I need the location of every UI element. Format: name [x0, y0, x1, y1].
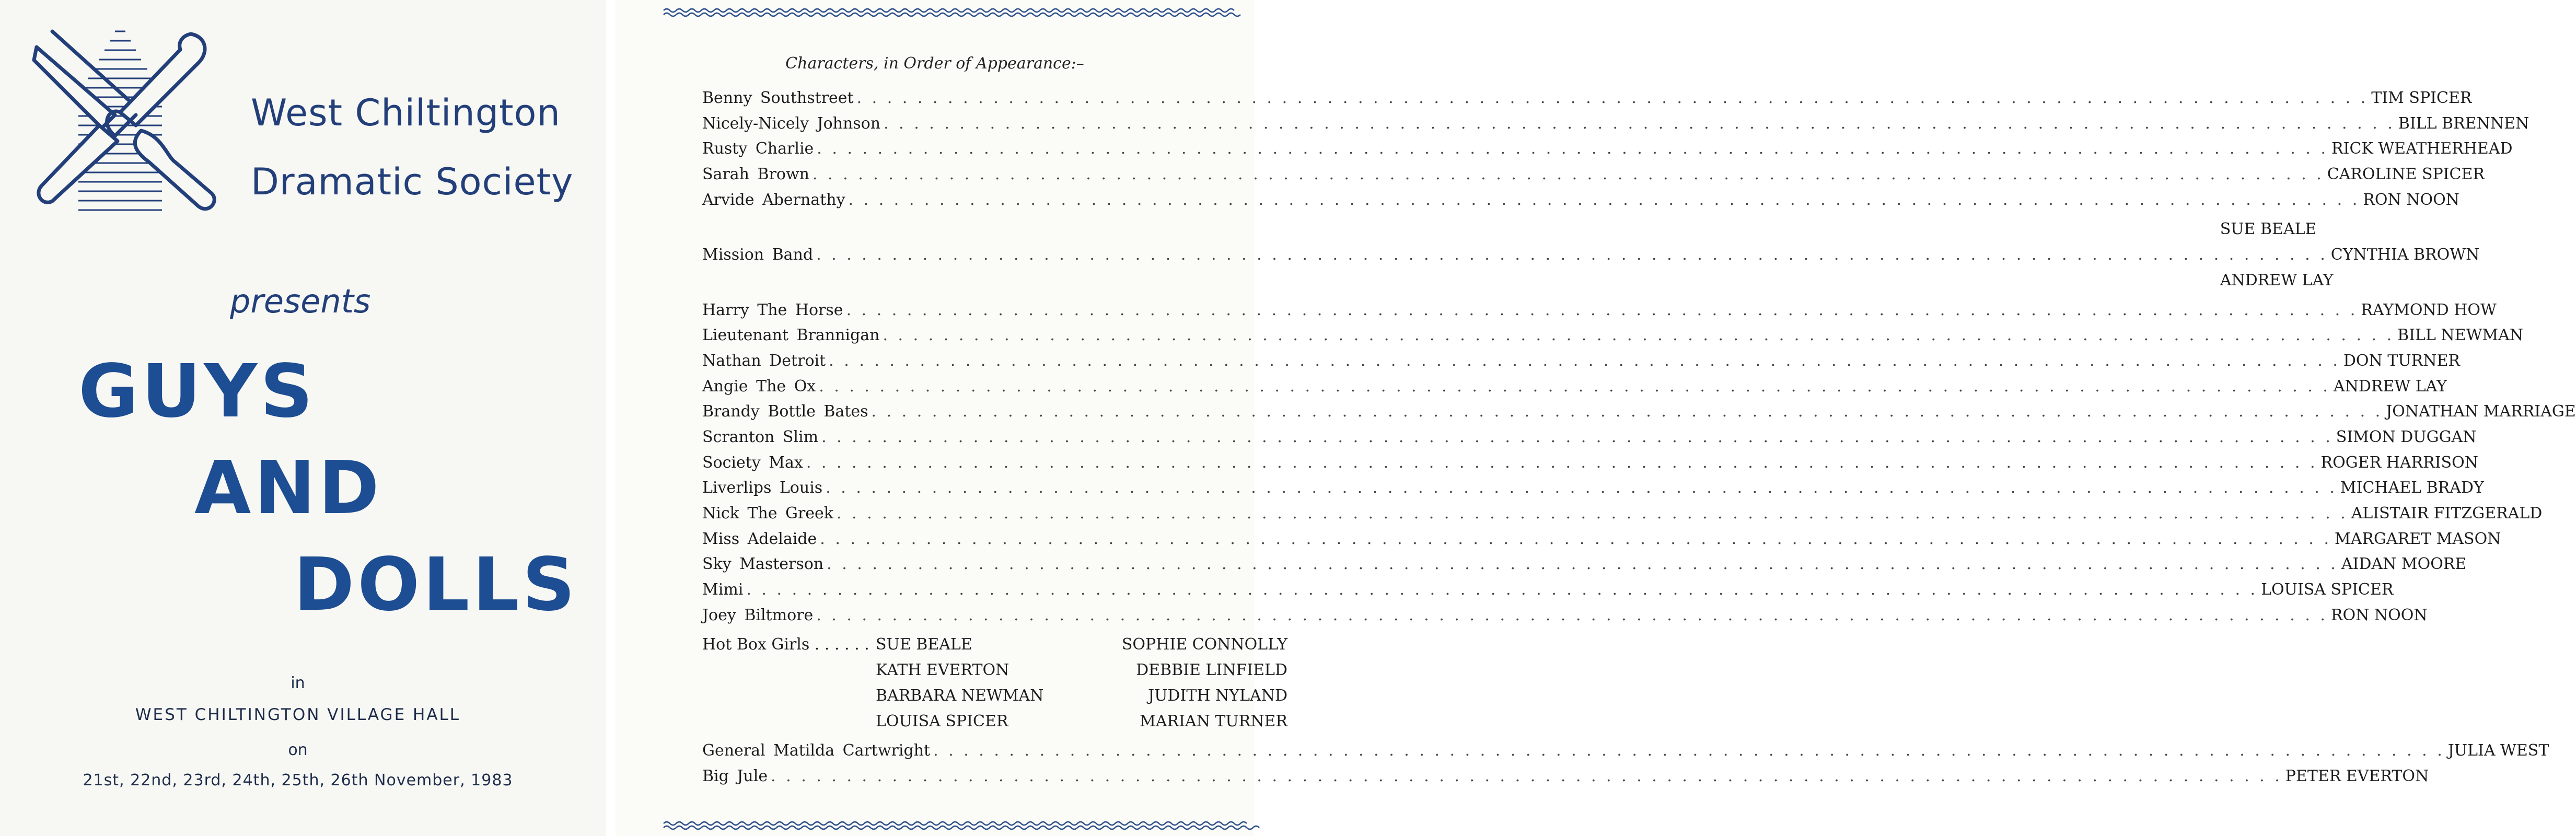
- cast-row: [702, 580, 2394, 606]
- actor-name: ROGER HARRISON: [2320, 453, 2478, 472]
- hot-box-row: [702, 712, 1287, 738]
- role-name: Nick The Greek: [702, 504, 833, 522]
- actor-name: JUDITH NYLAND: [1148, 686, 1287, 705]
- society-logo: [31, 21, 225, 219]
- leader-dots: [857, 89, 2369, 107]
- role-name: Harry The Horse: [702, 300, 843, 319]
- cast-row: [702, 504, 2543, 530]
- hot-box-row: [702, 687, 1287, 712]
- cast-row: [702, 555, 2467, 580]
- role-name: Brandy Bottle Bates: [702, 402, 868, 421]
- cast-row: [702, 165, 2485, 191]
- actor-name: ALISTAIR FITZGERALD: [2351, 504, 2543, 522]
- actor-name: AIDAN MOORE: [2341, 555, 2467, 574]
- role-name: Scranton Slim: [702, 427, 819, 446]
- leader-dots: [872, 402, 2383, 421]
- actor-name: DON TURNER: [2343, 351, 2460, 370]
- cast-row: [702, 606, 2428, 632]
- role-name: Mimi: [702, 580, 744, 599]
- society-name: [251, 78, 573, 216]
- actor-name: SIMON DUGGAN: [2336, 427, 2477, 446]
- actor-name: JULIA WEST: [2447, 741, 2549, 760]
- role-name: Rusty Charlie: [702, 140, 814, 158]
- role-name: Benny Southstreet: [702, 89, 854, 107]
- cast-row: [702, 402, 2576, 428]
- actor-name: PETER EVERTON: [2285, 767, 2429, 785]
- leader-dots: [829, 352, 2340, 370]
- venue-in: in: [291, 674, 305, 692]
- actor-name: LOUISA SPICER: [876, 712, 1008, 730]
- mission-band-row: [702, 220, 2317, 246]
- role-name: Mission Band: [702, 246, 814, 264]
- actor-name: KATH EVERTON: [876, 661, 1009, 680]
- cast-row: [702, 741, 2549, 767]
- cast-row: [702, 114, 2529, 140]
- bottom-wave-border: [664, 819, 1238, 832]
- leader-dots: [821, 428, 2333, 446]
- role-name: Hot Box Girls . . . . . .: [702, 635, 869, 654]
- venue-name: WEST CHILTINGTON VILLAGE HALL: [135, 705, 461, 724]
- actor-name: RON NOON: [2330, 606, 2428, 624]
- spacer: [702, 216, 1287, 220]
- mission-band-row: [702, 271, 2334, 297]
- society-name-line1: West Chiltington: [251, 91, 561, 134]
- logo-stripes: [78, 31, 162, 210]
- leader-dots: [746, 580, 2258, 599]
- performance-dates: 21st, 22nd, 23rd, 24th, 25th, 26th November, 1983: [83, 771, 513, 789]
- spacer: [702, 297, 1287, 301]
- leader-dots: [849, 191, 2360, 209]
- cast-row: [702, 300, 2497, 327]
- actor-name: RAYMOND HOW: [2361, 300, 2497, 319]
- cast-row: [702, 190, 2459, 216]
- presents-text: presents: [230, 282, 371, 320]
- leader-dots: [827, 555, 2338, 573]
- role-name: Sky Masterson: [702, 555, 824, 574]
- role-name: Big Jule: [702, 767, 768, 785]
- cast-row: [702, 479, 2484, 504]
- actor-name: TIM SPICER: [2371, 89, 2472, 107]
- leader-dots: [806, 454, 2318, 472]
- role-name: Nicely-Nicely Johnson: [702, 114, 881, 133]
- actor-name: MARGARET MASON: [2335, 529, 2501, 548]
- cast-row: [702, 453, 2478, 479]
- cast-heading: Characters, in Order of Appearance:–: [785, 54, 1084, 73]
- actor-name: BARBARA NEWMAN: [876, 686, 1044, 705]
- spacer: [702, 737, 1287, 741]
- leader-dots: [816, 246, 2328, 264]
- cast-row: [702, 140, 2513, 165]
- mission-band-row: [702, 246, 2480, 271]
- actor-name: DEBBIE LINFIELD: [1136, 661, 1287, 680]
- actor-name: BILL NEWMAN: [2397, 326, 2524, 345]
- actor-name: SOPHIE CONNOLLY: [1121, 635, 1287, 654]
- actor-name: BILL BRENNEN: [2398, 114, 2529, 133]
- cast-row: [702, 326, 2524, 352]
- actor-name: RON NOON: [2363, 190, 2459, 209]
- cast-list-page: [616, 0, 2576, 836]
- leader-dots: [826, 479, 2337, 497]
- role-name: General Matilda Cartwright: [702, 741, 931, 760]
- leader-dots: [771, 767, 2282, 785]
- cast-row: [702, 767, 2429, 793]
- leader-dots: [883, 326, 2394, 344]
- programme-cover: [0, 0, 606, 836]
- leader-dots: [819, 377, 2330, 396]
- leader-dots: [933, 741, 2445, 760]
- role-name: Nathan Detroit: [702, 351, 826, 370]
- actor-name: JONATHAN MARRIAGE: [2386, 402, 2576, 421]
- hot-box-row: [702, 635, 1287, 661]
- top-wave-border: [664, 6, 1238, 19]
- leader-dots: [813, 165, 2324, 183]
- role-name: Sarah Brown: [702, 165, 809, 184]
- cast-row: [702, 377, 2447, 403]
- actor-name: CAROLINE SPICER: [2327, 165, 2485, 184]
- role-name: Arvide Abernathy: [702, 190, 845, 209]
- leader-dots: [817, 140, 2328, 158]
- cast-row: [702, 427, 2477, 454]
- role-name: Miss Adelaide: [702, 529, 817, 548]
- show-title-word-and: AND: [194, 446, 382, 531]
- actor-name: SUE BEALE: [2220, 220, 2317, 239]
- role-name: Lieutenant Brannigan: [702, 326, 880, 345]
- actor-name: MICHAEL BRADY: [2340, 479, 2484, 497]
- role-name: Society Max: [702, 453, 803, 472]
- role-name: Liverlips Louis: [702, 479, 823, 497]
- spacer: [702, 631, 1287, 635]
- role-name: Angie The Ox: [702, 377, 816, 396]
- actor-name: SUE BEALE: [876, 635, 972, 654]
- actor-name: LOUISA SPICER: [2261, 580, 2394, 599]
- actor-name: MARIAN TURNER: [1140, 712, 1287, 730]
- show-title-word-dolls: DOLLS: [294, 542, 578, 628]
- leader-dots: [837, 504, 2348, 522]
- cast-row: [702, 351, 2460, 377]
- actor-name: CYNTHIA BROWN: [2330, 246, 2480, 264]
- cast-row: [702, 529, 2501, 555]
- venue-on: on: [288, 741, 308, 759]
- role-name: Joey Biltmore: [702, 606, 814, 624]
- cast-row: [702, 89, 2472, 114]
- actor-name: ANDREW LAY: [2220, 271, 2334, 289]
- actor-name: ANDREW LAY: [2333, 377, 2447, 396]
- actor-name: RICK WEATHERHEAD: [2331, 140, 2513, 158]
- page-gutter: [606, 0, 616, 836]
- leader-dots: [820, 530, 2331, 548]
- hot-box-row: [702, 661, 1287, 687]
- cast-list: [702, 89, 2576, 793]
- leader-dots: [884, 114, 2395, 133]
- leader-dots: [846, 301, 2358, 319]
- leader-dots: [816, 606, 2328, 624]
- show-title-word-guys: GUYS: [78, 349, 316, 434]
- society-name-line2: Dramatic Society: [251, 160, 574, 203]
